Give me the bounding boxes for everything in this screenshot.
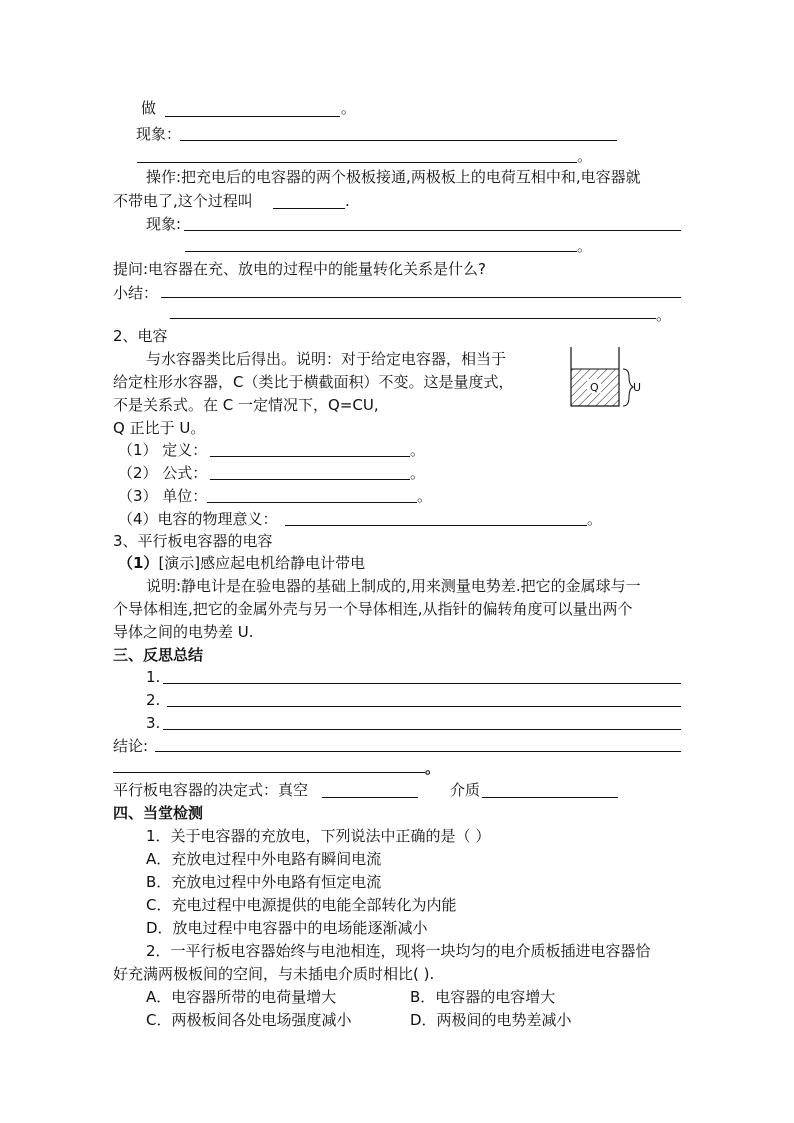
period: 。 — [577, 147, 593, 165]
blank-zuo[interactable] — [165, 116, 340, 117]
q1-option-b[interactable]: B．充放电过程中外电路有恒定电流 — [146, 873, 382, 891]
q2-option-b[interactable]: B．电容器的电容增大 — [410, 988, 556, 1006]
demo-line — [118, 553, 365, 573]
section-heading-capacitance: 2、电容 — [113, 327, 168, 345]
question-2-line1: 2．一平行板电容器始终与电池相连，现将一块均匀的电介质板插进电容器恰 — [146, 942, 651, 960]
blank-phenomenon-1b[interactable] — [137, 162, 577, 163]
blank-definition[interactable] — [210, 456, 410, 457]
demo-number: （1） — [118, 554, 159, 572]
item-meaning-label: （4）电容的物理意义： — [118, 510, 278, 528]
operation-text-line2: 不带电了,这个过程叫 — [113, 192, 253, 210]
blank-conclusion-b[interactable] — [113, 772, 425, 773]
blank-formula[interactable] — [210, 479, 410, 480]
explanation-line3: 导体之间的电势差 U. — [113, 623, 254, 641]
period: 。 — [587, 510, 603, 528]
blank-summary-a[interactable] — [161, 297, 681, 298]
demo-text: [演示]感应起电机给静电计带电 — [158, 554, 366, 572]
blank-unit[interactable] — [207, 502, 417, 503]
blank-phenomenon-2b[interactable] — [185, 251, 577, 252]
q1-option-d[interactable]: D．放电过程中电容器中的电场能逐渐减小 — [146, 919, 428, 937]
zuo-label: 做 — [141, 99, 157, 117]
explanation-line1: 说明:静电计是在验电器的基础上制成的,用来测量电势差.把它的金属球与一 — [146, 577, 641, 595]
item-unit-label: （3） 单位： — [118, 487, 208, 505]
analogy-line3: 不是关系式。在 C 一定情况下，Q=CU, — [113, 396, 379, 414]
blank-reflection-1[interactable] — [163, 683, 681, 684]
blank-conclusion-a[interactable] — [155, 751, 681, 752]
conclusion-label: 结论: — [113, 737, 149, 755]
blank-process-name[interactable] — [273, 208, 345, 209]
explanation-line2: 个导体相连,把它的金属外壳与另一个导体相连,从指针的偏转角度可以量出两个 — [113, 600, 633, 618]
blank-reflection-3[interactable] — [163, 729, 681, 730]
phenomenon-label-2: 现象: — [146, 215, 182, 233]
fig-label-u: U — [633, 381, 642, 394]
period: 。 — [410, 464, 426, 482]
analogy-line1: 与水容器类比后得出。说明：对于给定电容器，相当于 — [146, 350, 507, 368]
blank-phenomenon-2a[interactable] — [184, 230, 681, 231]
q1-option-a[interactable]: A．充放电过程中外电路有瞬间电流 — [146, 850, 382, 868]
phenomenon-label-1: 现象： — [136, 125, 182, 143]
period: 。 — [577, 237, 593, 255]
q2-option-d[interactable]: D．两极间的电势差减小 — [410, 1011, 572, 1029]
period: 。 — [410, 441, 426, 459]
q1-option-c[interactable]: C．充电过程中电源提供的电能全部转化为内能 — [146, 896, 457, 914]
formula-medium-label: 介质 — [450, 781, 481, 799]
blank-phenomenon-1a[interactable] — [180, 140, 617, 141]
section-heading-test: 四、当堂检测 — [113, 804, 204, 822]
formula-vacuum-label: 平行板电容器的决定式：真空 — [113, 781, 309, 799]
analogy-line4: Q 正比于 U。 — [113, 419, 206, 437]
question-2-line2: 好充满两极板间的空间，与未插电介质时相比( ). — [113, 965, 435, 983]
section-heading-reflection: 三、反思总结 — [113, 646, 204, 664]
period: 。 — [656, 306, 672, 324]
q2-option-a[interactable]: A．电容器所带的电荷量增大 — [146, 988, 337, 1006]
operation-text-line1: 操作:把充电后的电容器的两个极板接通,两极板上的电荷互相中和,电容器就 — [146, 168, 641, 186]
reflection-num-2: 2. — [146, 691, 161, 709]
q2-option-c[interactable]: C．两极板间各处电场强度减小 — [146, 1011, 352, 1029]
blank-reflection-2[interactable] — [167, 706, 681, 707]
reflection-num-1: 1. — [146, 668, 161, 686]
item-formula-label: （2） 公式： — [118, 464, 208, 482]
fig-label-q: Q — [590, 381, 599, 394]
period: 。 — [417, 487, 433, 505]
analogy-line2: 给定柱形水容器，C（类比于横截面积）不变。这是量度式， — [113, 373, 514, 391]
blank-formula-vacuum[interactable] — [322, 797, 418, 798]
water-container-figure — [565, 343, 645, 413]
blank-summary-b[interactable] — [170, 318, 656, 319]
summary-label: 小结： — [113, 284, 159, 302]
period: . — [345, 192, 350, 210]
reflection-num-3: 3. — [146, 714, 161, 732]
blank-formula-medium[interactable] — [482, 797, 618, 798]
item-definition-label: （1） 定义： — [118, 441, 208, 459]
period: 。 — [425, 759, 441, 777]
period: 。 — [341, 99, 357, 117]
question-1: 1．关于电容器的充放电，下列说法中正确的是（ ） — [146, 827, 491, 845]
section-heading-parallel: 3、平行板电容器的电容 — [113, 532, 273, 550]
question-text: 提问:电容器在充、放电的过程中的能量转化关系是什么? — [113, 260, 487, 278]
height-brace — [623, 369, 633, 406]
blank-meaning[interactable] — [285, 525, 587, 526]
